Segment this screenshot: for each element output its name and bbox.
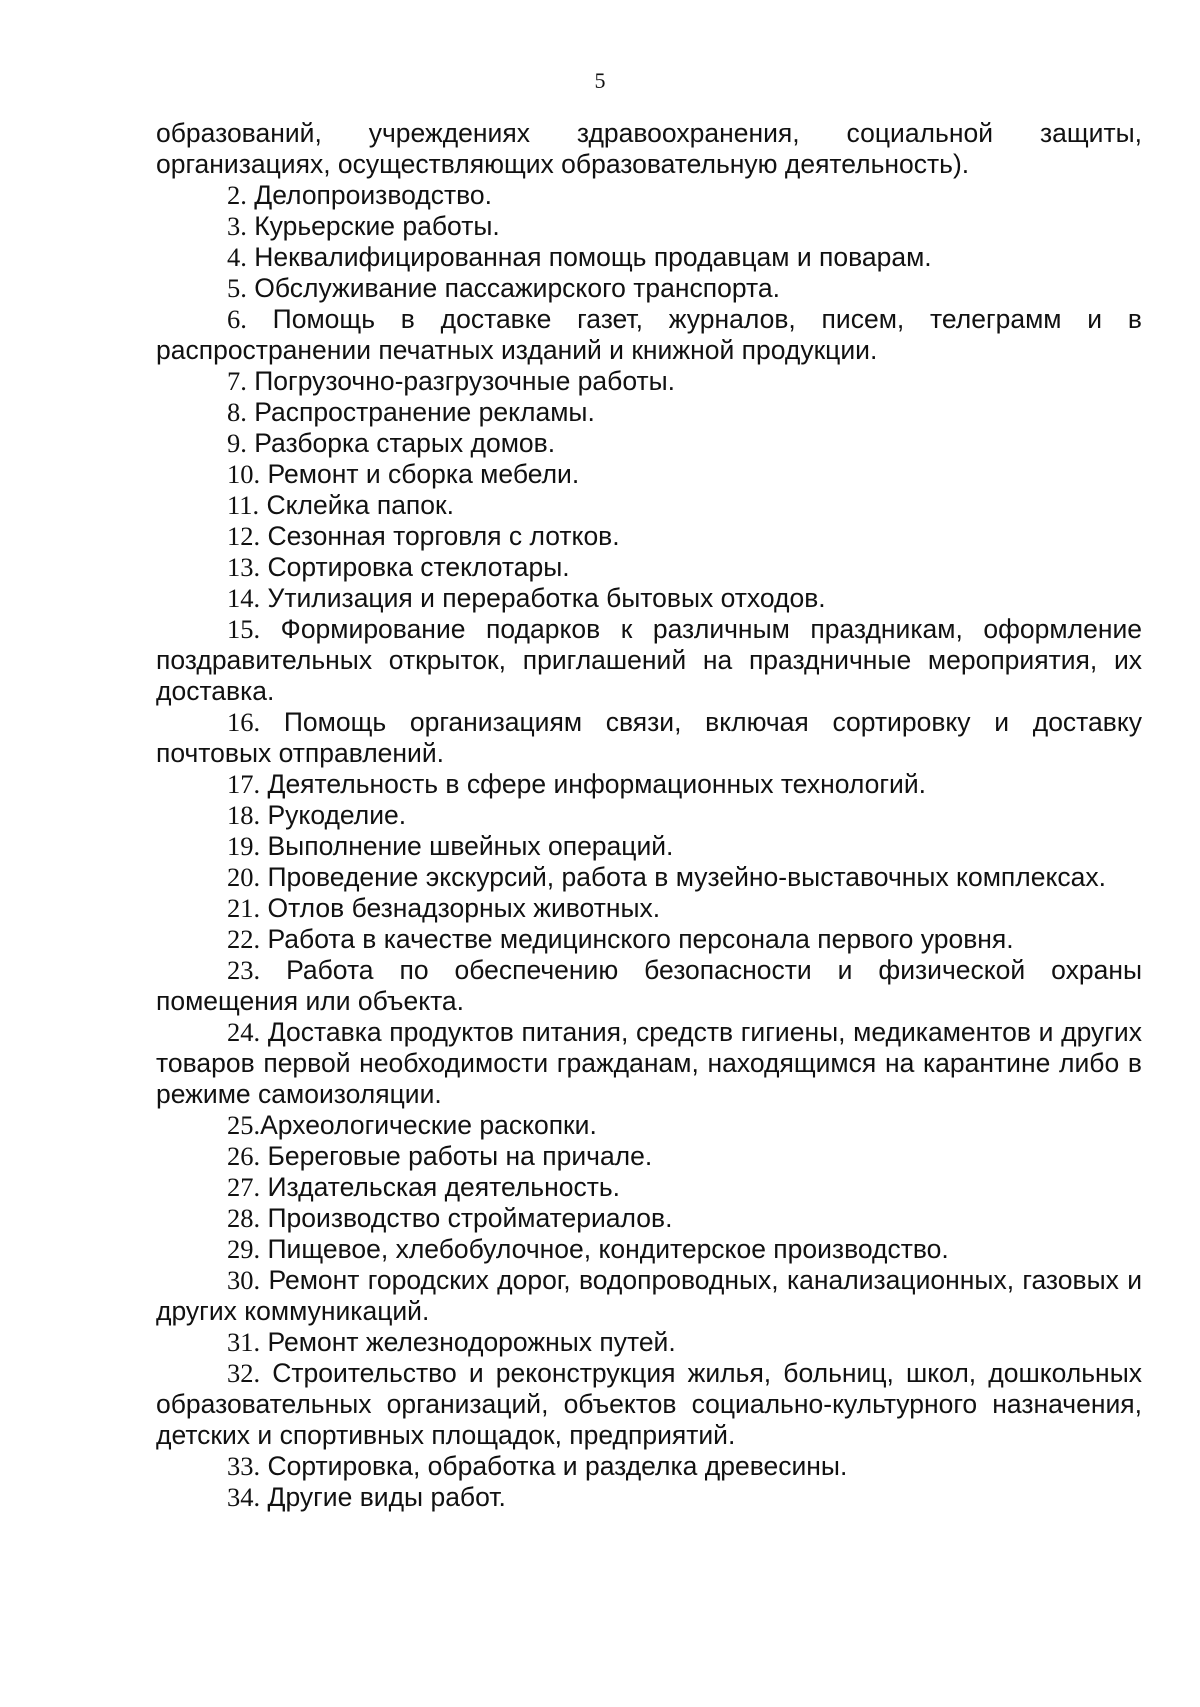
list-item-number: 23. bbox=[227, 955, 261, 985]
list-item bbox=[156, 1141, 1142, 1172]
list-item-number: 31. bbox=[227, 1327, 261, 1357]
list-item-text: Выполнение швейных операций. bbox=[267, 831, 674, 861]
list-item-number: 14. bbox=[227, 583, 261, 613]
list-item bbox=[156, 893, 1142, 924]
list-item-number: 16. bbox=[227, 707, 261, 737]
list-item bbox=[156, 428, 1142, 459]
list-item-text: Формирование подарков к различным праздникам, оформление поздравительных открыток, приглашений на праздничные мероприятия, их доставка. bbox=[156, 614, 1142, 706]
list-item-text: Сезонная торговля с лотков. bbox=[267, 521, 620, 551]
list-item bbox=[156, 552, 1142, 583]
list-item bbox=[156, 1265, 1142, 1327]
list-item-number: 34. bbox=[227, 1482, 261, 1512]
list-item-number: 33. bbox=[227, 1451, 261, 1481]
list-item-text: Другие виды работ. bbox=[267, 1482, 506, 1512]
list-item bbox=[156, 180, 1142, 211]
list-item bbox=[156, 242, 1142, 273]
list-item bbox=[156, 1203, 1142, 1234]
list-item bbox=[156, 1234, 1142, 1265]
list-item-text: Производство стройматериалов. bbox=[267, 1203, 673, 1233]
list-item-number: 11. bbox=[227, 490, 260, 520]
list-item-number: 18. bbox=[227, 800, 261, 830]
list-item-text: Курьерские работы. bbox=[254, 211, 500, 241]
list-item bbox=[156, 397, 1142, 428]
list-item-number: 2. bbox=[227, 180, 247, 210]
list-item bbox=[156, 459, 1142, 490]
list-item bbox=[156, 769, 1142, 800]
list-item-number: 8. bbox=[227, 397, 247, 427]
list-item-text: Сортировка, обработка и разделка древесины. bbox=[267, 1451, 848, 1481]
list-item-text: Утилизация и переработка бытовых отходов. bbox=[267, 583, 826, 613]
document-body bbox=[156, 118, 1142, 1513]
list-item-text: Помощь организациям связи, включая сортировку и доставку почтовых отправлений. bbox=[156, 707, 1142, 768]
list-item bbox=[156, 1358, 1142, 1451]
list-item-text: Разборка старых домов. bbox=[254, 428, 556, 458]
list-item bbox=[156, 614, 1142, 707]
list-item-text: Отлов безнадзорных животных. bbox=[267, 893, 661, 923]
list-item-text: Обслуживание пассажирского транспорта. bbox=[254, 273, 780, 303]
list-item bbox=[156, 211, 1142, 242]
list-item-text: Распространение рекламы. bbox=[254, 397, 595, 427]
list-item bbox=[156, 707, 1142, 769]
list-item bbox=[156, 800, 1142, 831]
list-item-number: 5. bbox=[227, 273, 247, 303]
list-item-text: Проведение экскурсий, работа в музейно-выставочных комплексах. bbox=[267, 862, 1106, 892]
list-item-text: Береговые работы на причале. bbox=[267, 1141, 653, 1171]
work-types-list bbox=[156, 180, 1142, 1513]
list-item bbox=[156, 583, 1142, 614]
list-item-text: Археологические раскопки. bbox=[260, 1110, 597, 1140]
list-item-text: Помощь в доставке газет, журналов, писем, телеграмм и в распространении печатных изданий и книжной продукции. bbox=[156, 304, 1142, 365]
list-item-text: Склейка папок. bbox=[266, 490, 454, 520]
list-item-number: 7. bbox=[227, 366, 247, 396]
list-item-text: Строительство и реконструкция жилья, больниц, школ, дошкольных образовательных организаций, объектов социально-культурного назначения, детских и спортивных площадок, предприятий. bbox=[156, 1358, 1142, 1450]
list-item-text: Неквалифицированная помощь продавцам и поварам. bbox=[254, 242, 932, 272]
list-item bbox=[156, 1482, 1142, 1513]
list-item-number: 12. bbox=[227, 521, 261, 551]
list-item-text: Работа в качестве медицинского персонала первого уровня. bbox=[267, 924, 1014, 954]
list-item-number: 3. bbox=[227, 211, 247, 241]
list-item-text: Доставка продуктов питания, средств гигиены, медикаментов и других товаров первой необходимости гражданам, находящимся на карантине либо в режиме самоизоляции. bbox=[156, 1017, 1142, 1109]
list-item-number: 27. bbox=[227, 1172, 261, 1202]
list-item bbox=[156, 1172, 1142, 1203]
list-item-text: Пищевое, хлебобулочное, кондитерское производство. bbox=[267, 1234, 949, 1264]
list-item bbox=[156, 490, 1142, 521]
list-item-text: Ремонт железнодорожных путей. bbox=[267, 1327, 676, 1357]
list-item bbox=[156, 831, 1142, 862]
list-item-number: 25. bbox=[227, 1110, 261, 1140]
list-item-number: 26. bbox=[227, 1141, 261, 1171]
list-item bbox=[156, 1017, 1142, 1110]
list-item bbox=[156, 521, 1142, 552]
list-item-number: 20. bbox=[227, 862, 261, 892]
page-number: 5 bbox=[594, 68, 606, 93]
list-item-text: Сортировка стеклотары. bbox=[267, 552, 570, 582]
list-item-number: 4. bbox=[227, 242, 247, 272]
list-item-text: Делопроизводство. bbox=[254, 180, 492, 210]
list-item-number: 30. bbox=[227, 1265, 261, 1295]
list-item-text: Ремонт городских дорог, водопроводных, канализационных, газовых и других коммуникаций. bbox=[156, 1265, 1143, 1326]
list-item-number: 32. bbox=[227, 1358, 261, 1388]
list-item bbox=[156, 1110, 1142, 1141]
list-item-text: Работа по обеспечению безопасности и физической охраны помещения или объекта. bbox=[156, 955, 1142, 1016]
list-item-number: 21. bbox=[227, 893, 261, 923]
list-item-number: 22. bbox=[227, 924, 261, 954]
list-item-number: 28. bbox=[227, 1203, 261, 1233]
list-item-number: 19. bbox=[227, 831, 261, 861]
list-item bbox=[156, 924, 1142, 955]
list-item-number: 9. bbox=[227, 428, 247, 458]
list-item-text: Ремонт и сборка мебели. bbox=[267, 459, 580, 489]
list-item-number: 17. bbox=[227, 769, 261, 799]
list-item-text: Погрузочно-разгрузочные работы. bbox=[254, 366, 676, 396]
list-item-number: 13. bbox=[227, 552, 261, 582]
list-item-number: 10. bbox=[227, 459, 261, 489]
list-item bbox=[156, 955, 1142, 1017]
list-item-number: 24. bbox=[227, 1017, 261, 1047]
list-item bbox=[156, 304, 1142, 366]
list-item-number: 15. bbox=[227, 614, 261, 644]
list-item-text: Рукоделие. bbox=[267, 800, 407, 830]
list-item-number: 6. bbox=[227, 304, 247, 334]
list-item-text: Деятельность в сфере информационных технологий. bbox=[267, 769, 926, 799]
list-item bbox=[156, 1327, 1142, 1358]
list-item bbox=[156, 366, 1142, 397]
list-item bbox=[156, 1451, 1142, 1482]
list-item bbox=[156, 273, 1142, 304]
continuation-paragraph: образований, учреждениях здравоохранения, социальной защиты, организациях, осуществляющих образовательную деятельность). bbox=[156, 118, 1142, 179]
list-item-number: 29. bbox=[227, 1234, 261, 1264]
list-item bbox=[156, 862, 1142, 893]
list-item-text: Издательская деятельность. bbox=[267, 1172, 621, 1202]
